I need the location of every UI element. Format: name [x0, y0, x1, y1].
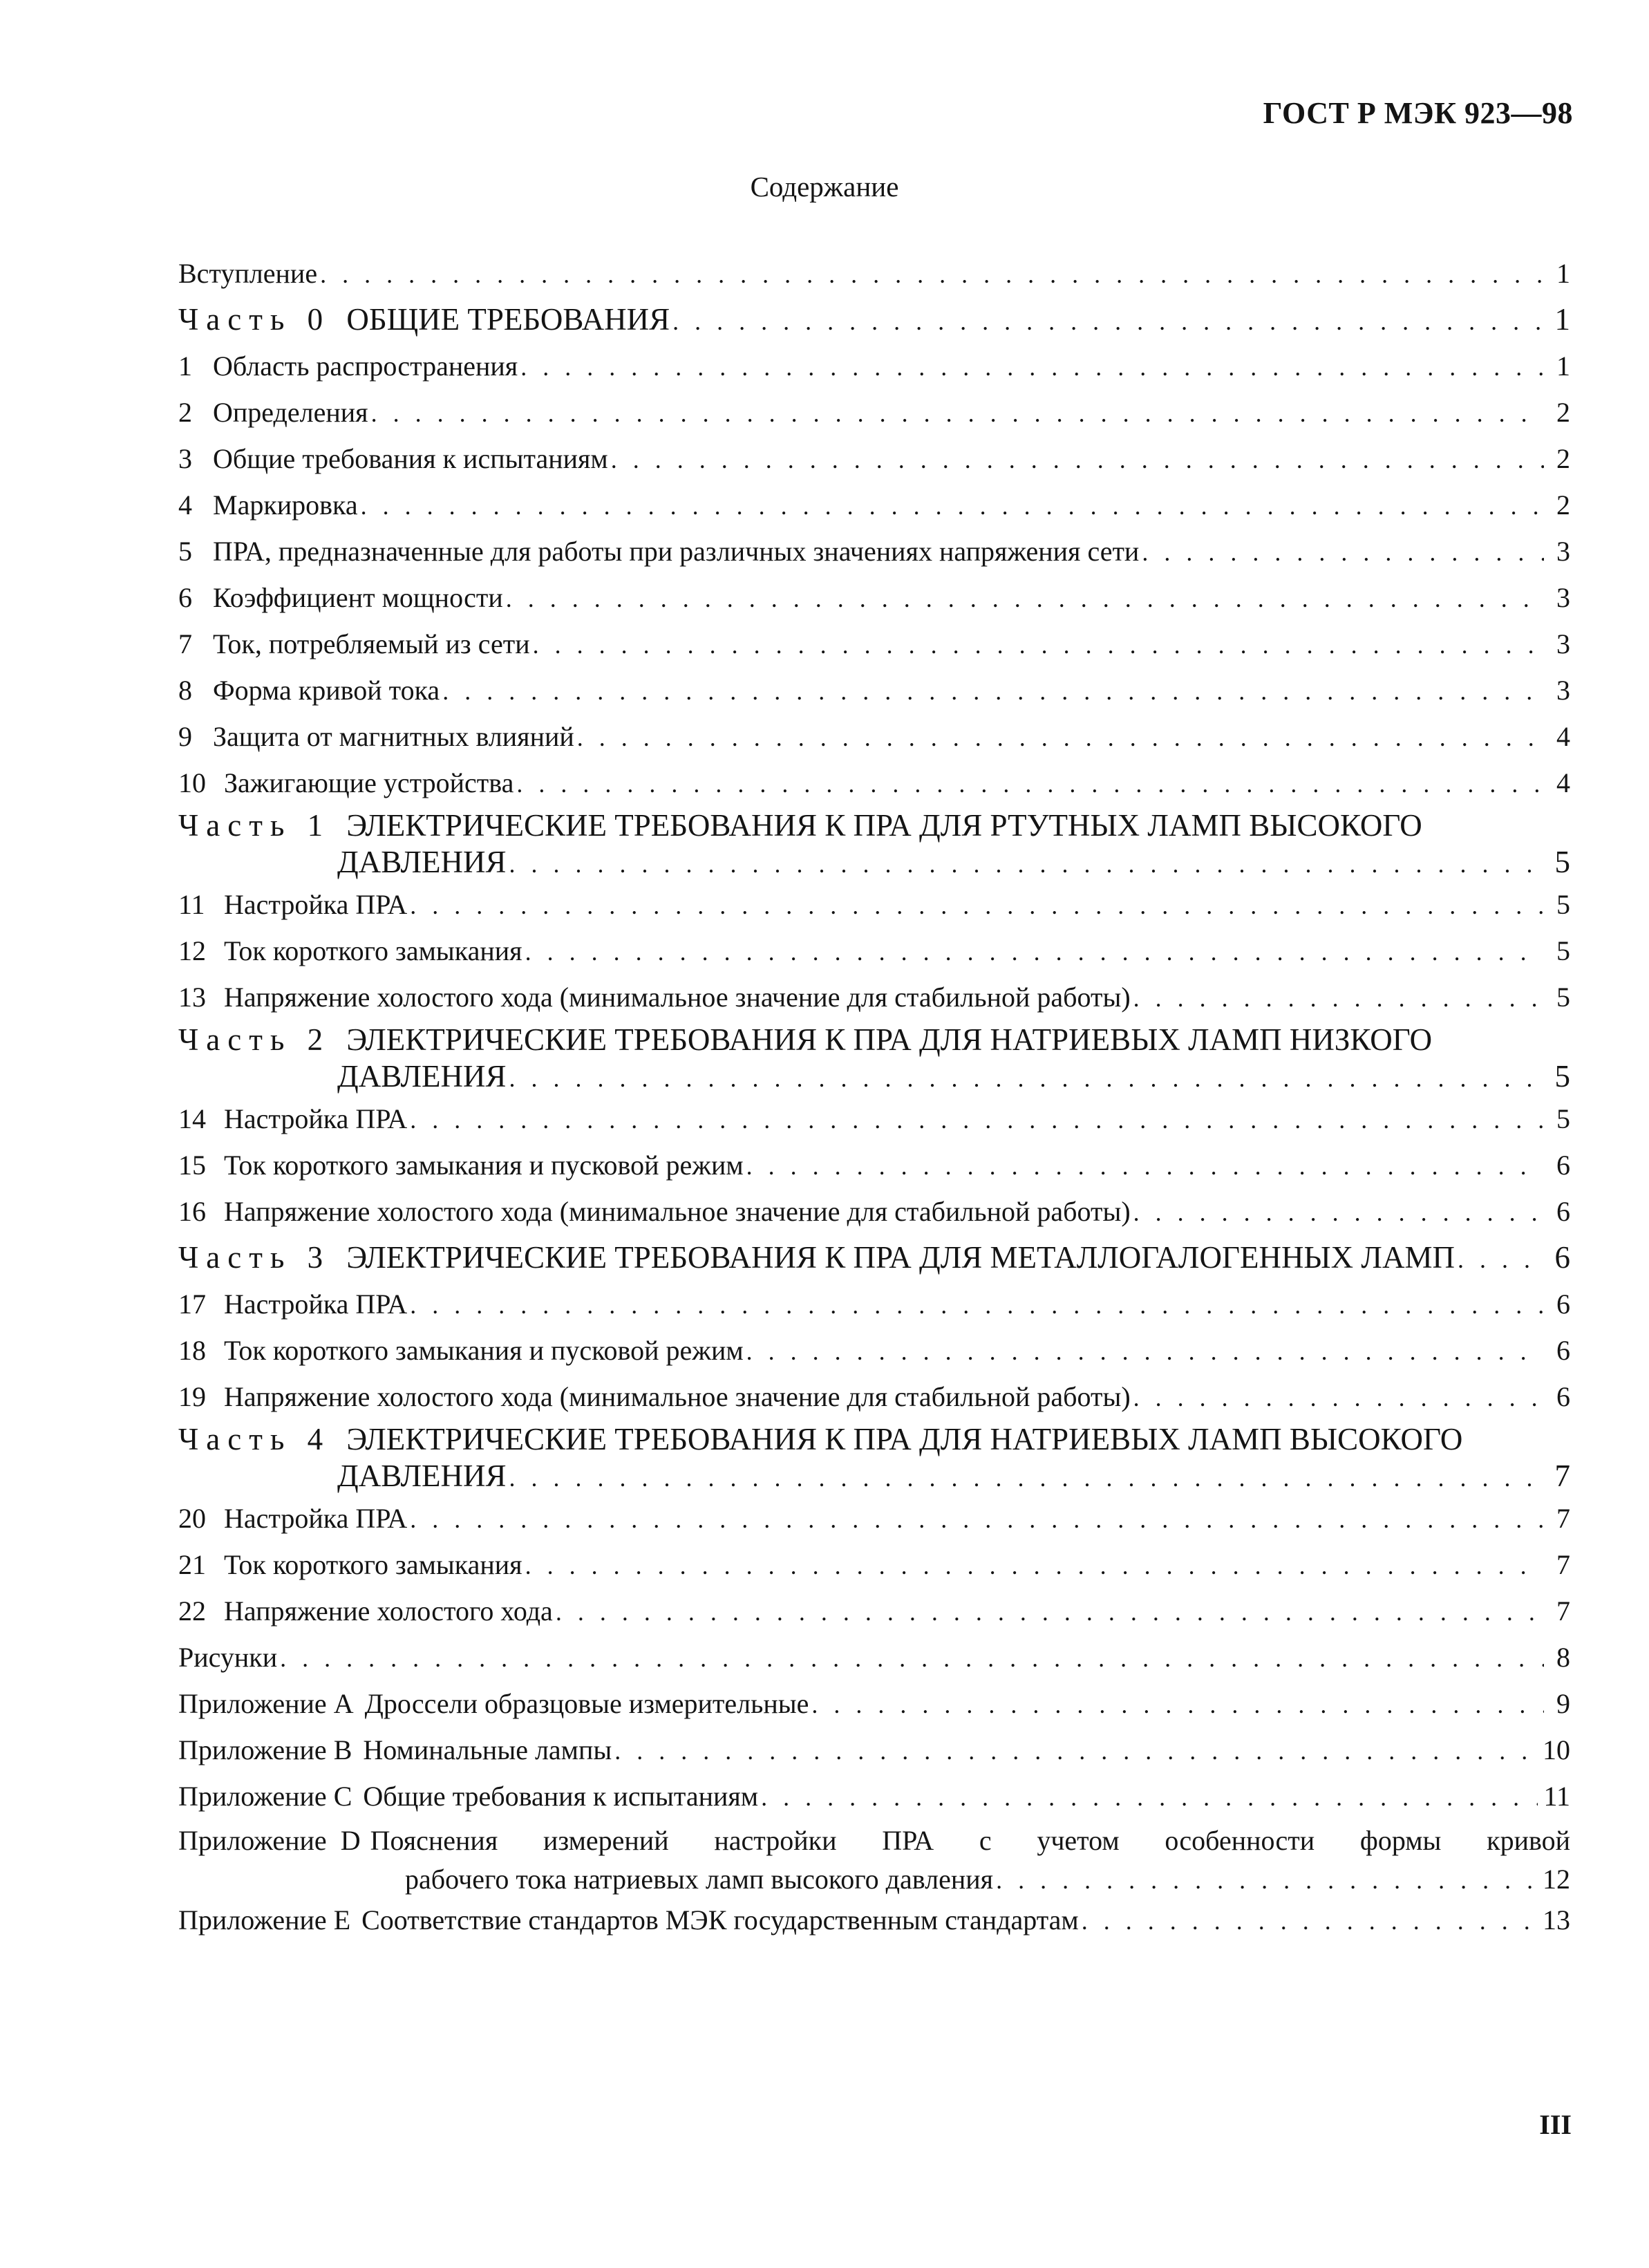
toc-entry-6[interactable]: [178, 574, 1570, 621]
toc-part-prefix: Часть 4: [178, 1422, 331, 1456]
leader-dots: [533, 622, 1544, 667]
toc-part-prefix: Часть 1: [178, 808, 331, 843]
leader-dots: [516, 761, 1544, 806]
toc-entry-page: 2: [1556, 443, 1570, 474]
toc-entry-page: 7: [1554, 1459, 1570, 1493]
toc-entry-label: Напряжение холостого хода (минимальное значение для стабильной работы): [224, 1381, 1131, 1412]
section-number: 10: [178, 767, 206, 798]
toc-entry-page: 5: [1554, 1059, 1570, 1094]
toc-entry-label: Защита от магнитных влияний: [213, 721, 574, 752]
toc-entry-4[interactable]: [178, 482, 1570, 528]
section-number: 16: [178, 1196, 206, 1227]
leader-dots: [410, 1097, 1544, 1142]
toc-entry-page: 1: [1556, 350, 1570, 382]
toc-entry-label: Общие требования к испытаниям: [213, 443, 608, 474]
leader-dots: [520, 344, 1544, 389]
leader-dots: [509, 1059, 1544, 1096]
toc-entry-label: Рисунки: [178, 1642, 278, 1673]
section-number: 2: [178, 397, 192, 428]
toc-entry-page: 2: [1556, 489, 1570, 521]
section-number: 15: [178, 1150, 206, 1181]
annex-prefix: Приложение В: [178, 1734, 352, 1765]
toc-part-prefix: Часть 3: [178, 1240, 331, 1275]
toc-entry-label: Настройка ПРА: [224, 889, 408, 920]
toc-entry-label: Форма кривой тока: [213, 675, 440, 706]
toc-entry-label: Ток короткого замыкания и пусковой режим: [224, 1335, 744, 1366]
toc-entry-page: 6: [1554, 1240, 1570, 1275]
toc-entry-page: 11: [1543, 1781, 1570, 1812]
toc-entry-page: 5: [1554, 845, 1570, 879]
section-number: 11: [178, 889, 205, 920]
toc-entry-page: 7: [1556, 1503, 1570, 1534]
table-of-contents: [178, 250, 1570, 1943]
toc-entry-page: 7: [1556, 1549, 1570, 1580]
section-number: 9: [178, 721, 192, 752]
toc-entry-label: Напряжение холостого хода: [224, 1595, 553, 1627]
section-number: 14: [178, 1103, 206, 1134]
toc-part-label-line2: ДАВЛЕНИЯ: [337, 1059, 507, 1094]
toc-entry-page: 3: [1556, 582, 1570, 613]
section-number: 8: [178, 675, 192, 706]
toc-entry-page: 8: [1556, 1642, 1570, 1673]
toc-part-1-cont[interactable]: [178, 843, 1570, 881]
section-number: 1: [178, 350, 192, 382]
toc-entry-13[interactable]: [178, 974, 1570, 1020]
leader-dots: [371, 391, 1544, 435]
toc-entry-label-line2: рабочего тока натриевых ламп высокого давления: [405, 1864, 994, 1895]
toc-entry-annex-d-cont[interactable]: [178, 1862, 1570, 1897]
section-number: 12: [178, 935, 206, 966]
toc-entry-page: 5: [1556, 982, 1570, 1013]
toc-entry-label: Коэффициент мощности: [213, 582, 503, 613]
toc-entry-page: 6: [1556, 1288, 1570, 1320]
toc-entry-3[interactable]: [178, 435, 1570, 482]
toc-part-label-line2: ДАВЛЕНИЯ: [337, 845, 507, 879]
leader-dots: [509, 845, 1544, 881]
toc-entry-page: 12: [1543, 1864, 1570, 1895]
toc-entry-annex-d[interactable]: [178, 1819, 1570, 1862]
section-number: 13: [178, 982, 206, 1013]
leader-dots: [811, 1682, 1544, 1727]
leader-dots: [1082, 1898, 1537, 1943]
leader-dots: [280, 1636, 1544, 1680]
toc-title: Содержание: [750, 171, 899, 203]
leader-dots: [996, 1863, 1537, 1897]
leader-dots: [525, 1543, 1544, 1588]
leader-dots: [506, 576, 1544, 621]
toc-part-label: ОБЩИЕ ТРЕБОВАНИЯ: [346, 302, 670, 337]
toc-part-label-line2: ДАВЛЕНИЯ: [337, 1459, 507, 1493]
toc-entry-page: 13: [1543, 1904, 1570, 1936]
leader-dots: [1458, 1237, 1547, 1281]
section-number: 7: [178, 628, 192, 659]
section-number: 20: [178, 1503, 206, 1534]
toc-entry-page: 5: [1556, 889, 1570, 920]
page-number: III: [1539, 2109, 1572, 2140]
leader-dots: [577, 715, 1544, 760]
toc-entry-annex-b[interactable]: [178, 1727, 1570, 1773]
leader-dots: [761, 1774, 1538, 1819]
leader-dots: [410, 1497, 1544, 1541]
document-code: ГОСТ Р МЭК 923—98: [1263, 96, 1573, 130]
section-number: 17: [178, 1288, 206, 1320]
toc-part-2-cont[interactable]: [178, 1057, 1570, 1096]
section-number: 4: [178, 489, 192, 521]
annex-prefix: Приложение Е: [178, 1904, 351, 1936]
section-number: 5: [178, 536, 192, 567]
toc-entry-11[interactable]: [178, 881, 1570, 928]
toc-entry-8[interactable]: [178, 667, 1570, 713]
section-number: 22: [178, 1595, 206, 1627]
annex-prefix: Приложение С: [178, 1781, 352, 1812]
toc-entry-page: 2: [1556, 397, 1570, 428]
toc-entry-1[interactable]: [178, 343, 1570, 389]
toc-entry-label: Общие требования к испытаниям: [363, 1781, 759, 1812]
toc-entry-page: 5: [1556, 935, 1570, 966]
leader-dots: [361, 483, 1544, 528]
leader-dots: [614, 1728, 1537, 1773]
toc-part-label: ЭЛЕКТРИЧЕСКИЕ ТРЕБОВАНИЯ К ПРА ДЛЯ МЕТАЛЛОГАЛОГЕННЫХ ЛАМП: [346, 1240, 1455, 1275]
leader-dots: [1133, 1190, 1544, 1235]
toc-entry-page: 9: [1556, 1688, 1570, 1719]
toc-part-label-line1: ЭЛЕКТРИЧЕСКИЕ ТРЕБОВАНИЯ К ПРА ДЛЯ НАТРИЕВЫХ ЛАМП НИЗКОГО: [346, 1022, 1433, 1057]
toc-entry-page: 6: [1556, 1150, 1570, 1181]
toc-entry-label: ПРА, предназначенные для работы при различных значениях напряжения сети: [213, 536, 1140, 567]
toc-entry-label: Определения: [213, 397, 368, 428]
leader-dots: [1142, 529, 1544, 574]
toc-entry-16[interactable]: [178, 1188, 1570, 1235]
toc-entry-page: 6: [1556, 1381, 1570, 1412]
toc-entry-19[interactable]: [178, 1374, 1570, 1420]
toc-entry-intro[interactable]: [178, 250, 1570, 297]
toc-part-4[interactable]: [178, 1422, 1570, 1456]
toc-entry-page: 6: [1556, 1335, 1570, 1366]
toc-entry-7[interactable]: [178, 621, 1570, 667]
annex-prefix: Приложение А: [178, 1688, 354, 1719]
section-number: 19: [178, 1381, 206, 1412]
toc-entry-label: Ток короткого замыкания и пусковой режим: [224, 1150, 744, 1181]
leader-dots: [442, 668, 1544, 713]
toc-part-label-line1: ЭЛЕКТРИЧЕСКИЕ ТРЕБОВАНИЯ К ПРА ДЛЯ НАТРИЕВЫХ ЛАМП ВЫСОКОГО: [346, 1422, 1463, 1456]
toc-entry-page: 3: [1556, 628, 1570, 659]
toc-entry-label: Соответствие стандартов МЭК государственным стандартам: [361, 1904, 1079, 1936]
toc-entry-label: Настройка ПРА: [224, 1503, 408, 1534]
toc-entry-annex-c[interactable]: [178, 1773, 1570, 1819]
leader-dots: [320, 252, 1544, 297]
toc-entry-9[interactable]: [178, 713, 1570, 760]
toc-entry-page: 1: [1556, 258, 1570, 289]
toc-entry-label: Номинальные лампы: [363, 1734, 612, 1765]
toc-entry-label: Маркировка: [213, 489, 358, 521]
toc-part-4-cont[interactable]: [178, 1456, 1570, 1495]
toc-entry-annex-a[interactable]: [178, 1680, 1570, 1727]
leader-dots: [410, 1282, 1544, 1327]
toc-entry-label: Вступление: [178, 258, 318, 289]
annex-prefix: Приложение D: [178, 1825, 361, 1856]
leader-dots: [746, 1143, 1544, 1188]
toc-entry-label: Область распространения: [213, 350, 518, 382]
toc-entry-label: Напряжение холостого хода (минимальное значение для стабильной работы): [224, 982, 1131, 1013]
toc-part-1[interactable]: [178, 808, 1570, 843]
section-number: 3: [178, 443, 192, 474]
leader-dots: [509, 1459, 1544, 1495]
toc-part-prefix: Часть 2: [178, 1022, 331, 1057]
leader-dots: [556, 1589, 1544, 1634]
toc-entry-page: 4: [1556, 767, 1570, 798]
leader-dots: [611, 437, 1544, 482]
toc-part-label-line1: ЭЛЕКТРИЧЕСКИЕ ТРЕБОВАНИЯ К ПРА ДЛЯ РТУТНЫХ ЛАМП ВЫСОКОГО: [346, 808, 1422, 843]
leader-dots: [525, 929, 1544, 974]
toc-entry-label: Зажигающие устройства: [224, 767, 514, 798]
toc-entry-label: Настройка ПРА: [224, 1103, 408, 1134]
toc-entry-label: Настройка ПРА: [224, 1288, 408, 1320]
toc-part-prefix: Часть 0: [178, 302, 331, 337]
toc-entry-20[interactable]: [178, 1495, 1570, 1541]
toc-entry-annex-e[interactable]: [178, 1897, 1570, 1943]
toc-entry-18[interactable]: [178, 1327, 1570, 1374]
toc-entry-figures[interactable]: [178, 1634, 1570, 1680]
toc-entry-page: 5: [1556, 1103, 1570, 1134]
toc-entry-page: 3: [1556, 675, 1570, 706]
toc-entry-page: 7: [1556, 1595, 1570, 1627]
toc-entry-label: Дроссели образцовые измерительные: [364, 1688, 809, 1719]
toc-entry-label: Ток короткого замыкания: [224, 1549, 522, 1580]
leader-dots: [1133, 975, 1544, 1020]
toc-entry-label: Ток, потребляемый из сети: [213, 628, 530, 659]
toc-entry-10[interactable]: [178, 760, 1570, 806]
toc-entry-21[interactable]: [178, 1541, 1570, 1588]
toc-entry-label: Напряжение холостого хода (минимальное значение для стабильной работы): [224, 1196, 1131, 1227]
toc-entry-22[interactable]: [178, 1588, 1570, 1634]
toc-entry-17[interactable]: [178, 1281, 1570, 1327]
toc-entry-label: Ток короткого замыкания: [224, 935, 522, 966]
toc-entry-page: 4: [1556, 721, 1570, 752]
toc-entry-page: 1: [1554, 302, 1570, 337]
section-number: 21: [178, 1549, 206, 1580]
section-number: 18: [178, 1335, 206, 1366]
toc-part-3[interactable]: [178, 1235, 1570, 1281]
section-number: 6: [178, 582, 192, 613]
toc-entry-12[interactable]: [178, 928, 1570, 974]
toc-entry-14[interactable]: [178, 1096, 1570, 1142]
leader-dots: [1133, 1375, 1544, 1420]
leader-dots: [746, 1329, 1544, 1374]
toc-entry-page: 6: [1556, 1196, 1570, 1227]
toc-entry-2[interactable]: [178, 389, 1570, 435]
leader-dots: [672, 299, 1544, 343]
toc-entry-5[interactable]: [178, 528, 1570, 574]
toc-entry-15[interactable]: [178, 1142, 1570, 1188]
toc-entry-label-line1: Пояснения измерений настройки ПРА с учетом особенности формы кривой: [370, 1825, 1570, 1856]
toc-part-0[interactable]: [178, 297, 1570, 343]
leader-dots: [410, 883, 1544, 928]
toc-part-2[interactable]: [178, 1022, 1570, 1057]
toc-entry-page: 10: [1543, 1734, 1570, 1765]
toc-entry-page: 3: [1556, 536, 1570, 567]
